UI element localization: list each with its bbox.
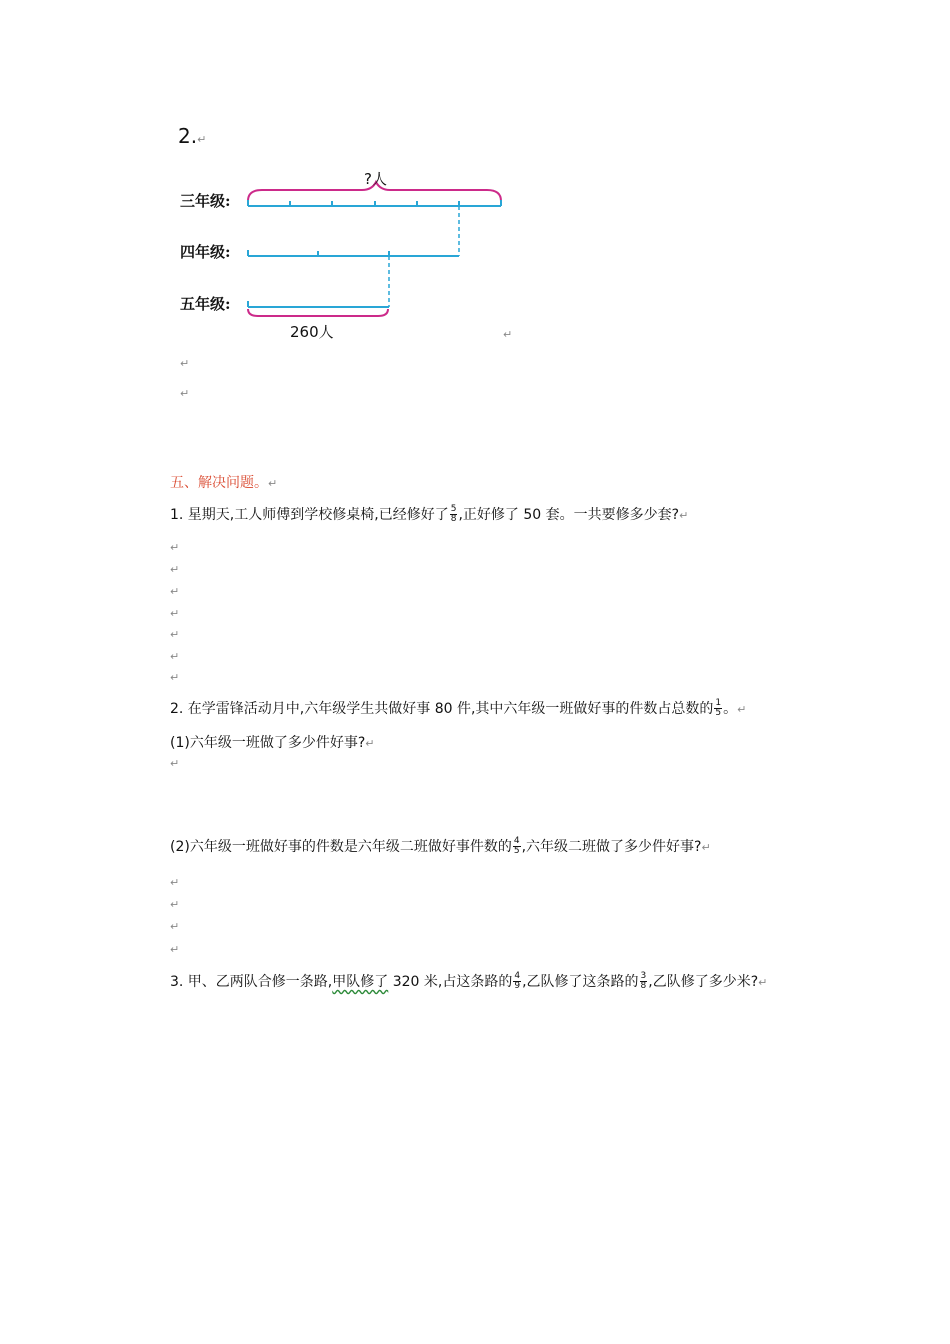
paragraph-mark: ↵ (170, 876, 180, 889)
fraction: $\frac{4}{9}$ (514, 970, 521, 991)
paragraph-mark: ↵ (170, 563, 180, 576)
question-3: 3. 甲、乙两队合修一条路,甲队修了 320 米,占这条路的 $\frac{4}{9}$ ,乙队修了这条路的 $\frac{3}{8}$ ,乙队修了多少米?↵ (170, 970, 768, 991)
paragraph-mark: ↵ (503, 328, 513, 341)
paragraph-mark: ↵ (170, 757, 180, 770)
known-count-label: 260人 (290, 323, 334, 341)
paragraph-mark: ↵ (170, 898, 180, 911)
section-title: 五、解决问题。↵ (170, 475, 278, 491)
question-2: 2. 在学雷锋活动月中,六年级学生共做好事 80 件,其中六年级一班做好事的件数占总数的 $\frac{1}{5}$ 。↵ (170, 697, 747, 718)
row-label-grade5: 五年级: (180, 295, 231, 313)
paragraph-mark: ↵ (170, 541, 180, 554)
fraction: $\frac{1}{5}$ (715, 697, 722, 718)
fraction: $\frac{5}{8}$ (450, 503, 457, 524)
grade3-segment (248, 200, 501, 206)
row-label-grade3: 三年级: (180, 192, 231, 210)
line-segment-diagram (0, 0, 950, 360)
question-1: 1. 星期天,工人师傅到学校修桌椅,已经修好了 $\frac{5}{8}$ ,正好修了 50 套。一共要修多少套?↵ (170, 503, 689, 524)
question-2-part-2: (2)六年级一班做好事的件数是六年级二班做好事件数的 $\frac{4}{5}$ ,六年级二班做了多少件好事?↵ (170, 835, 711, 856)
fraction: $\frac{3}{8}$ (640, 970, 647, 991)
paragraph-mark: ↵ (170, 628, 180, 641)
paragraph-mark: ↵ (170, 943, 180, 956)
paragraph-mark: ↵ (180, 357, 190, 370)
problem-number: 2.↵ (178, 124, 207, 148)
paragraph-mark: ↵ (170, 671, 180, 684)
paragraph-mark: ↵ (170, 650, 180, 663)
fraction: $\frac{4}{5}$ (513, 835, 520, 856)
paragraph-mark: ↵ (180, 387, 190, 400)
paragraph-mark: ↵ (170, 585, 180, 598)
paragraph-mark: ↵ (170, 607, 180, 620)
paragraph-mark: ↵ (170, 920, 180, 933)
grade5-segment (248, 301, 389, 307)
grade4-segment (248, 250, 459, 256)
known-brace (248, 309, 388, 316)
unknown-total-label: ?人 (364, 170, 387, 188)
question-2-part-1: (1)六年级一班做了多少件好事?↵ (170, 735, 375, 751)
row-label-grade4: 四年级: (180, 243, 231, 261)
